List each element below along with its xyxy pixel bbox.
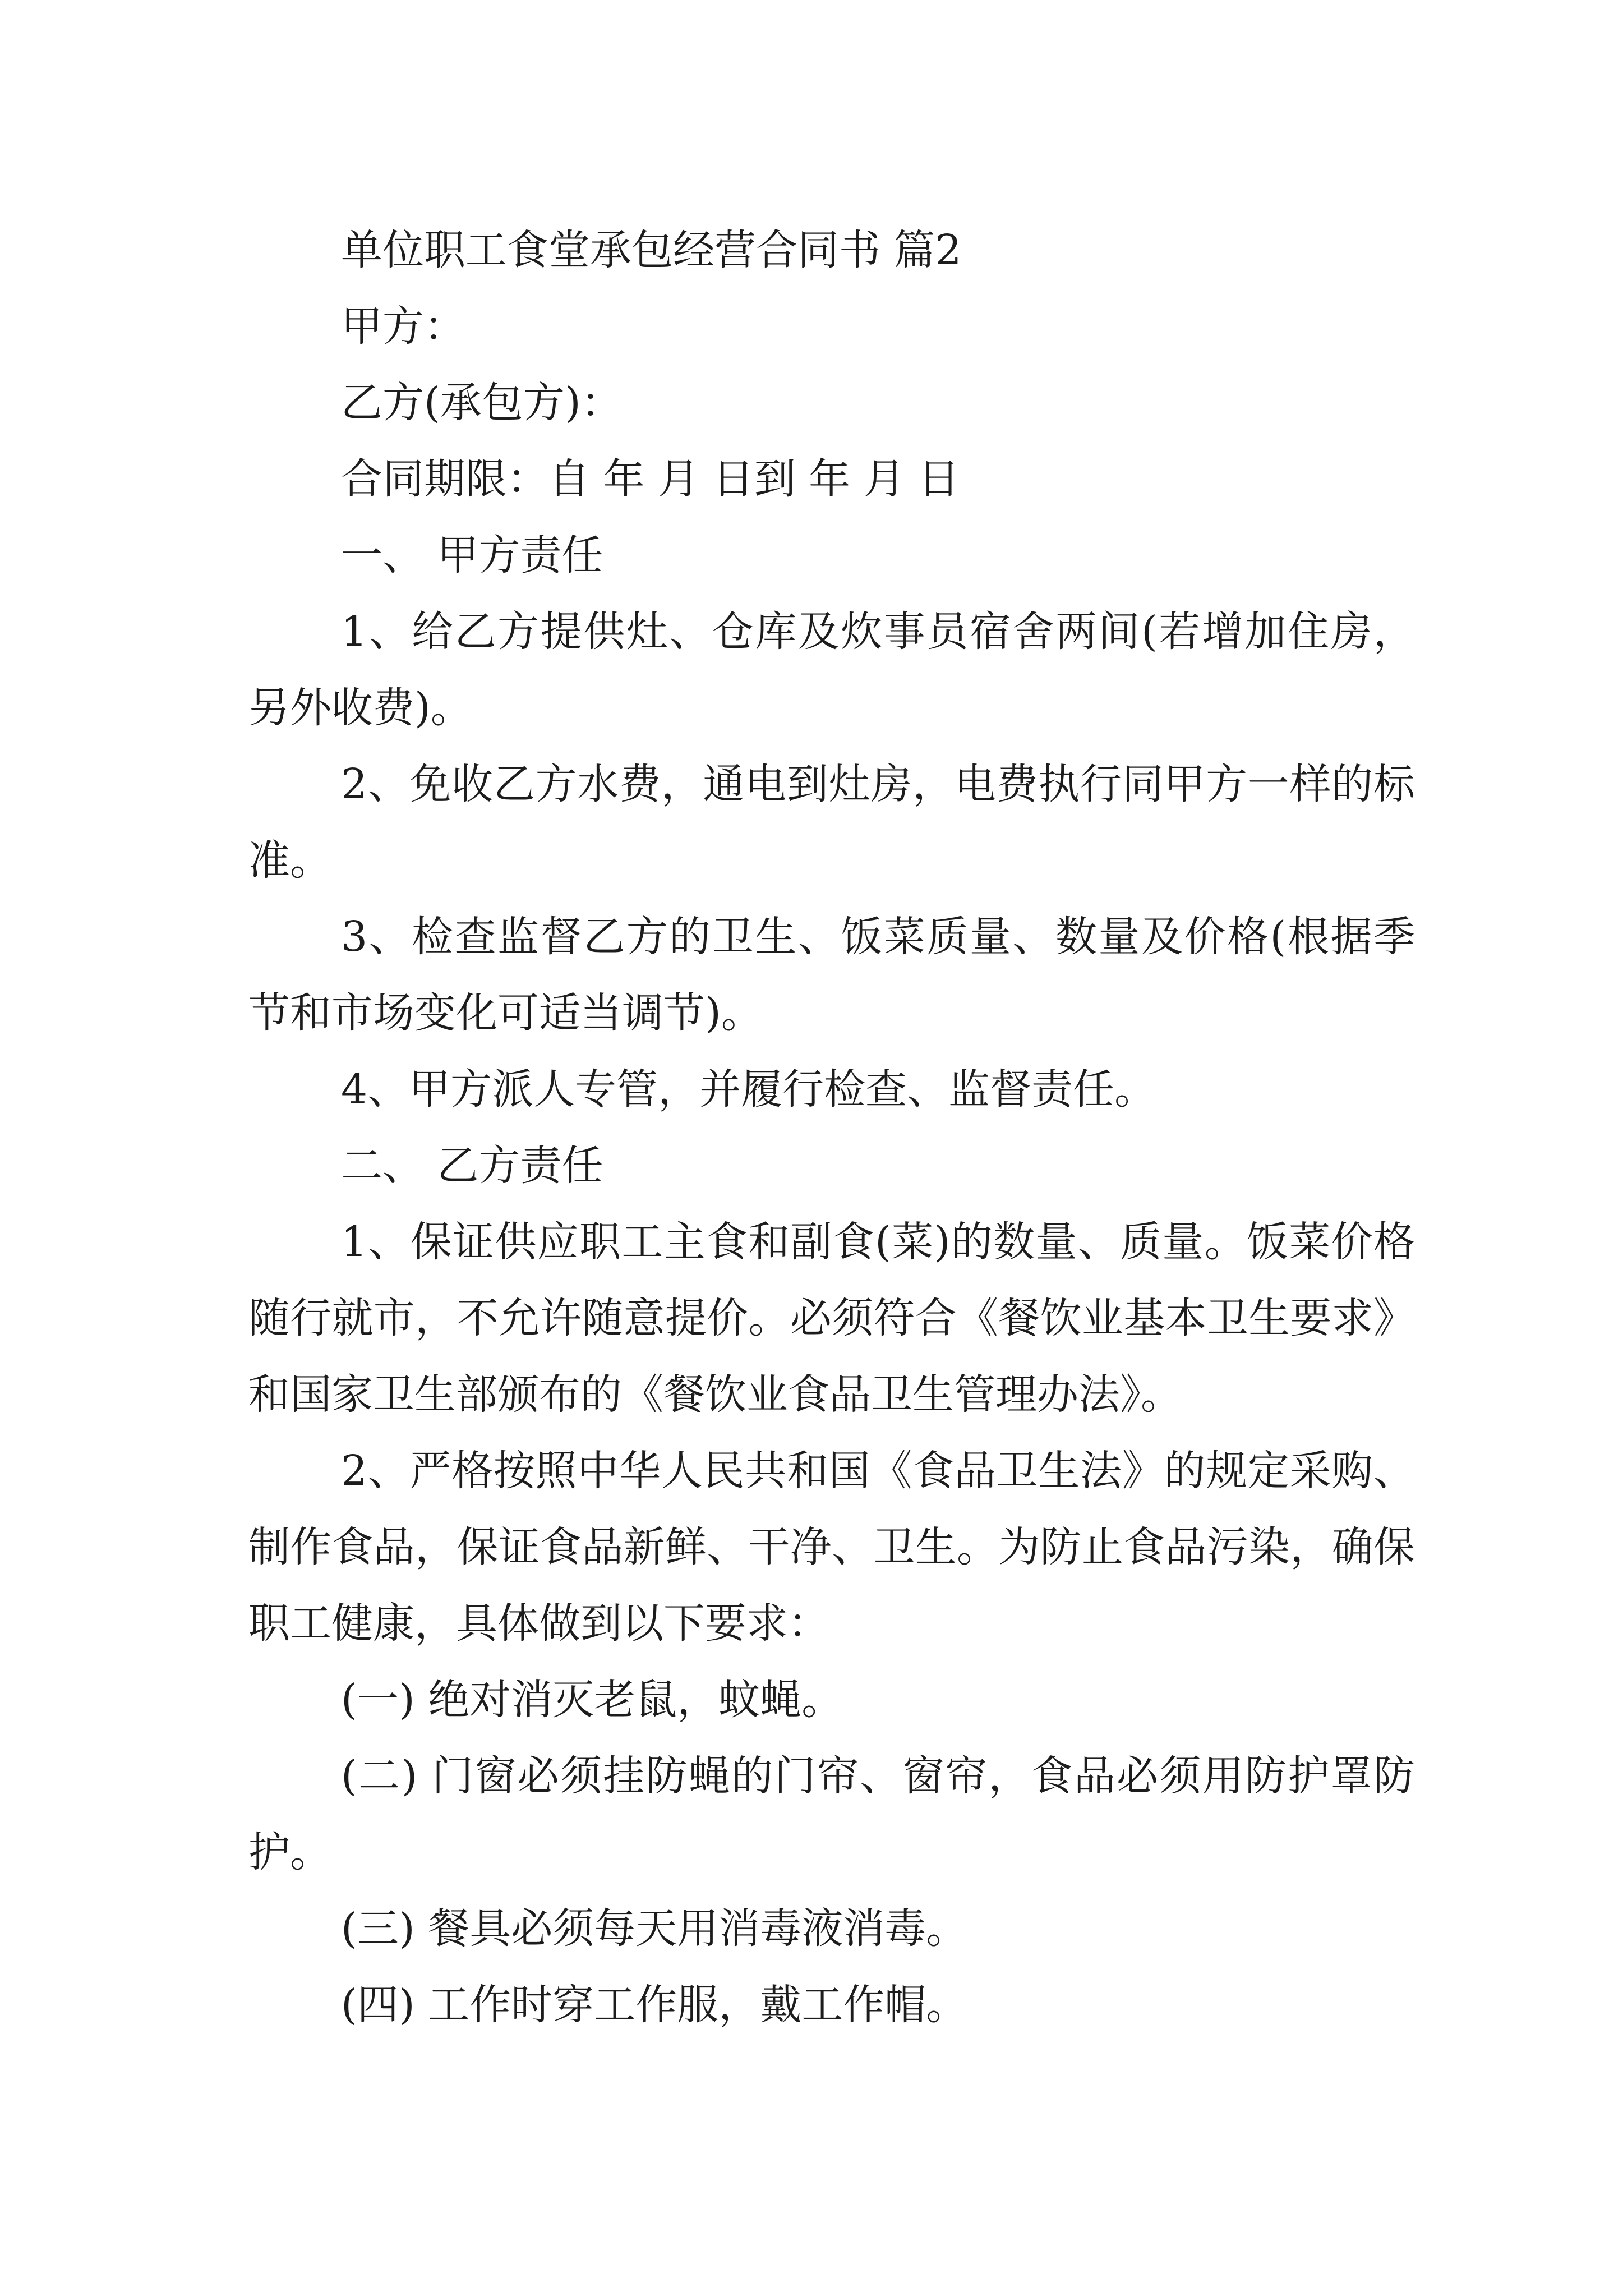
requirement-1: (一) 绝对消灭老鼠，蚊蝇。 (341, 1676, 843, 1724)
party-a-line: 甲方： (341, 302, 465, 351)
party-b-line: 乙方(承包方)： (341, 379, 623, 427)
requirement-2: (二) 门窗必须挂防蝇的门帘、窗帘，食品必须用防护罩防护。 (248, 1752, 1415, 1876)
document-body (248, 212, 1415, 2043)
section-2-item-2: 2、严格按照中华人民共和国《食品卫生法》的规定采购、制作食品，保证食品新鲜、干净、卫生。为防止食品污染，确保职工健康，具体做到以下要求： (248, 1447, 1415, 1648)
section-1-item-4: 4、甲方派人专管，并履行检查、监督责任。 (341, 1065, 1156, 1114)
contract-term-line: 合同期限：自 年 月 日到 年 月 日 (341, 455, 960, 503)
requirement-3: (三) 餐具必须每天用消毒液消毒。 (341, 1904, 968, 1953)
document-title: 单位职工食堂承包经营合同书 篇2 (341, 226, 962, 274)
section-1-heading: 一、 甲方责任 (341, 531, 603, 579)
section-1-item-1: 1、给乙方提供灶、仓库及炊事员宿舍两间(若增加住房，另外收费)。 (248, 608, 1415, 732)
section-2-heading: 二、 乙方责任 (341, 1142, 603, 1190)
section-2-item-1: 1、保证供应职工主食和副食(菜)的数量、质量。饭菜价格随行就市，不允许随意提价。必须符合《餐饮业基本卫生要求》和国家卫生部颁布的《餐饮业食品卫生管理办法》。 (248, 1218, 1415, 1419)
section-1-item-3: 3、检查监督乙方的卫生、饭菜质量、数量及价格(根据季节和市场变化可适当调节)。 (248, 913, 1415, 1037)
requirement-4: (四) 工作时穿工作服，戴工作帽。 (341, 1981, 968, 2029)
section-1-item-2: 2、免收乙方水费，通电到灶房，电费执行同甲方一样的标准。 (248, 760, 1415, 885)
